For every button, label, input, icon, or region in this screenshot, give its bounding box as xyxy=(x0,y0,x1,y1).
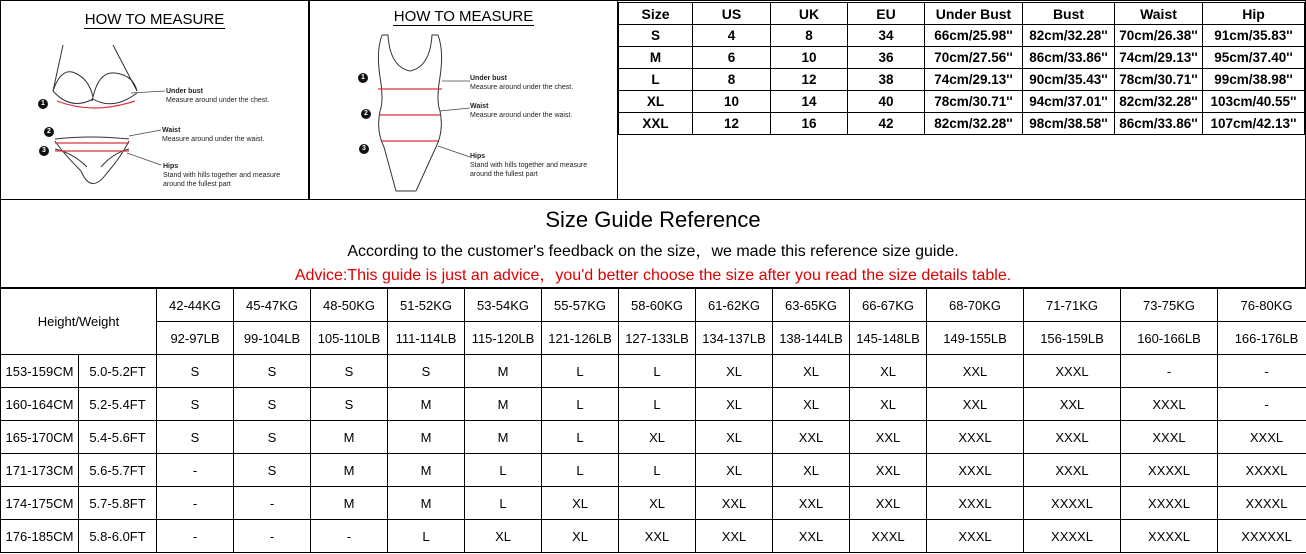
recommended-size-cell: S xyxy=(234,355,311,388)
recommended-size-cell: - xyxy=(157,454,234,487)
step-2-badge: 2 xyxy=(44,127,54,137)
recommended-size-cell: XXXXL xyxy=(1121,487,1218,520)
weight-lb-header: 138-144LB xyxy=(773,322,850,355)
size-table-cell: 82cm/32.28'' xyxy=(925,113,1023,135)
size-table-cell: 10 xyxy=(693,91,771,113)
recommended-size-cell: XL xyxy=(773,454,850,487)
size-table-cell: 86cm/33.86'' xyxy=(1115,113,1203,135)
recommended-size-cell: M xyxy=(388,421,465,454)
recommended-size-cell: - xyxy=(157,487,234,520)
size-header-uk: UK xyxy=(771,3,848,25)
size-table-cell: 4 xyxy=(693,25,771,47)
size-table-cell: 82cm/32.28'' xyxy=(1023,25,1115,47)
weight-lb-header: 111-114LB xyxy=(388,322,465,355)
size-chart-table xyxy=(618,2,1305,135)
recommended-size-cell: S xyxy=(157,388,234,421)
recommended-size-cell: XXL xyxy=(773,421,850,454)
size-table-cell: 8 xyxy=(693,69,771,91)
recommended-size-cell: - xyxy=(1218,355,1306,388)
weight-lb-header: 121-126LB xyxy=(542,322,619,355)
weight-lb-header: 92-97LB xyxy=(157,322,234,355)
recommended-size-cell: S xyxy=(234,454,311,487)
recommended-size-cell: M xyxy=(465,388,542,421)
size-table-row xyxy=(619,113,1305,135)
height-ft-cell: 5.4-5.6FT xyxy=(79,421,157,454)
swimsuit-measure-guide xyxy=(309,0,618,200)
size-header-waist: Waist xyxy=(1115,3,1203,25)
recommended-size-cell: XXXXL xyxy=(1024,520,1121,553)
recommended-size-cell: S xyxy=(234,388,311,421)
recommended-size-cell: M xyxy=(388,487,465,520)
size-table-cell: 40 xyxy=(848,91,925,113)
recommended-size-cell: XXXL xyxy=(927,421,1024,454)
recommended-size-cell: XXL xyxy=(850,421,927,454)
size-table-cell: 14 xyxy=(771,91,848,113)
step-3-badge: 3 xyxy=(39,146,49,156)
weight-kg-header: 53-54KG xyxy=(465,289,542,322)
recommended-size-cell: XL xyxy=(773,388,850,421)
measure-guide-title: HOW TO MEASURE xyxy=(84,11,225,28)
recommended-size-cell: XXXL xyxy=(1024,421,1121,454)
weight-lb-header: 134-137LB xyxy=(696,322,773,355)
height-cm-cell: 165-170CM xyxy=(1,421,79,454)
step-2-badge: 2 xyxy=(361,109,371,119)
step-3-badge: 3 xyxy=(359,144,369,154)
weight-kg-header: 71-71KG xyxy=(1024,289,1121,322)
recommended-size-cell: L xyxy=(542,355,619,388)
size-header-us: US xyxy=(693,3,771,25)
recommended-size-cell: M xyxy=(465,355,542,388)
recommended-size-cell: XXL xyxy=(850,487,927,520)
recommended-size-cell: L xyxy=(465,487,542,520)
recommended-size-cell: XL xyxy=(465,520,542,553)
height-cm-cell: 153-159CM xyxy=(1,355,79,388)
recommended-size-cell: - xyxy=(157,520,234,553)
weight-lb-header: 127-133LB xyxy=(619,322,696,355)
size-table-row xyxy=(619,91,1305,113)
height-row xyxy=(1,388,1306,421)
size-table-cell: 12 xyxy=(771,69,848,91)
size-table-cell: 95cm/37.40'' xyxy=(1203,47,1305,69)
recommended-size-cell: XXL xyxy=(619,520,696,553)
recommended-size-cell: XL xyxy=(696,355,773,388)
recommended-size-cell: XXXL xyxy=(1024,454,1121,487)
size-table-cell: 98cm/38.58'' xyxy=(1023,113,1115,135)
recommended-size-cell: L xyxy=(388,520,465,553)
recommended-size-cell: XXL xyxy=(773,520,850,553)
weight-kg-header: 76-80KG xyxy=(1218,289,1306,322)
recommended-size-cell: - xyxy=(234,520,311,553)
recommended-size-cell: XXL xyxy=(927,355,1024,388)
recommended-size-cell: L xyxy=(542,454,619,487)
recommended-size-cell: XL xyxy=(696,421,773,454)
size-table-cell: 34 xyxy=(848,25,925,47)
recommended-size-cell: XXXL xyxy=(927,454,1024,487)
hips-annotation: Hips Stand with hills together and measure around the fullest part xyxy=(470,153,588,178)
recommended-size-cell: XXXXL xyxy=(1121,454,1218,487)
recommended-size-cell: - xyxy=(234,487,311,520)
recommended-size-cell: XXXXXL xyxy=(1218,520,1306,553)
recommended-size-cell: M xyxy=(388,454,465,487)
recommended-size-cell: L xyxy=(619,355,696,388)
size-header-size: Size xyxy=(619,3,693,25)
recommended-size-cell: L xyxy=(619,454,696,487)
size-header-under-bust: Under Bust xyxy=(925,3,1023,25)
recommended-size-cell: XXXL xyxy=(927,520,1024,553)
recommended-size-cell: XL xyxy=(696,454,773,487)
weight-lb-header: 166-176LB xyxy=(1218,322,1306,355)
recommended-size-cell: XXXL xyxy=(1121,388,1218,421)
recommended-size-cell: XL xyxy=(542,520,619,553)
size-table-row xyxy=(619,47,1305,69)
bikini-measure-guide xyxy=(0,0,309,200)
size-table-cell: 103cm/40.55'' xyxy=(1203,91,1305,113)
weight-kg-header: 61-62KG xyxy=(696,289,773,322)
size-table-cell: 42 xyxy=(848,113,925,135)
size-table-cell: 8 xyxy=(771,25,848,47)
size-table-cell: 70cm/26.38'' xyxy=(1115,25,1203,47)
height-cm-cell: 174-175CM xyxy=(1,487,79,520)
size-table-cell: 86cm/33.86'' xyxy=(1023,47,1115,69)
size-table-cell: 70cm/27.56'' xyxy=(925,47,1023,69)
size-table-cell: 6 xyxy=(693,47,771,69)
recommended-size-cell: XXXL xyxy=(1024,355,1121,388)
recommended-size-cell: S xyxy=(157,355,234,388)
size-table-cell: M xyxy=(619,47,693,69)
weight-kg-row xyxy=(1,289,1306,322)
recommended-size-cell: S xyxy=(388,355,465,388)
height-cm-cell: 171-173CM xyxy=(1,454,79,487)
recommended-size-cell: - xyxy=(1121,355,1218,388)
weight-lb-header: 145-148LB xyxy=(850,322,927,355)
height-ft-cell: 5.8-6.0FT xyxy=(79,520,157,553)
size-header-hip: Hip xyxy=(1203,3,1305,25)
height-row xyxy=(1,421,1306,454)
weight-lb-header: 105-110LB xyxy=(311,322,388,355)
under-bust-annotation: Under bust Measure around under the chest. xyxy=(166,88,270,104)
weight-kg-header: 51-52KG xyxy=(388,289,465,322)
recommended-size-cell: XXXXL xyxy=(1218,487,1306,520)
size-table-cell: 78cm/30.71'' xyxy=(925,91,1023,113)
recommended-size-cell: XL xyxy=(850,388,927,421)
weight-kg-header: 68-70KG xyxy=(927,289,1024,322)
weight-lb-header: 160-166LB xyxy=(1121,322,1218,355)
weight-lb-row xyxy=(1,322,1306,355)
size-table-cell: 12 xyxy=(693,113,771,135)
recommended-size-cell: M xyxy=(465,421,542,454)
size-table-cell: XXL xyxy=(619,113,693,135)
recommended-size-cell: L xyxy=(619,388,696,421)
height-weight-reference-table xyxy=(0,288,1306,553)
size-table-cell: 94cm/37.01'' xyxy=(1023,91,1115,113)
size-table-cell: S xyxy=(619,25,693,47)
height-cm-cell: 176-185CM xyxy=(1,520,79,553)
recommended-size-cell: XXXXL xyxy=(1218,454,1306,487)
height-row xyxy=(1,454,1306,487)
waist-annotation: Waist Measure around under the waist. xyxy=(162,127,265,143)
size-table-cell: 74cm/29.13'' xyxy=(925,69,1023,91)
weight-kg-header: 42-44KG xyxy=(157,289,234,322)
recommended-size-cell: M xyxy=(311,421,388,454)
size-table-cell: 10 xyxy=(771,47,848,69)
recommended-size-cell: XL xyxy=(619,487,696,520)
weight-lb-header: 156-159LB xyxy=(1024,322,1121,355)
height-ft-cell: 5.7-5.8FT xyxy=(79,487,157,520)
size-table-cell: 74cm/29.13'' xyxy=(1115,47,1203,69)
size-table-cell: 99cm/38.98'' xyxy=(1203,69,1305,91)
height-cm-cell: 160-164CM xyxy=(1,388,79,421)
height-row xyxy=(1,487,1306,520)
recommended-size-cell: XXL xyxy=(696,487,773,520)
recommended-size-cell: XXL xyxy=(1024,388,1121,421)
size-table-cell: 107cm/42.13'' xyxy=(1203,113,1305,135)
height-weight-corner-label: Height/Weight xyxy=(1,289,157,355)
recommended-size-cell: L xyxy=(542,421,619,454)
recommended-size-cell: XXXL xyxy=(850,520,927,553)
recommended-size-cell: XXXXL xyxy=(1024,487,1121,520)
size-table-cell: XL xyxy=(619,91,693,113)
size-table-row xyxy=(619,69,1305,91)
recommended-size-cell: L xyxy=(542,388,619,421)
recommended-size-cell: M xyxy=(311,454,388,487)
size-table-cell: 16 xyxy=(771,113,848,135)
measure-guide-title: HOW TO MEASURE xyxy=(393,8,534,25)
recommended-size-cell: S xyxy=(157,421,234,454)
recommended-size-cell: S xyxy=(311,355,388,388)
height-row xyxy=(1,520,1306,553)
recommended-size-cell: S xyxy=(234,421,311,454)
size-guide-advice: Advice:This guide is just an advice，you'd better choose the size after you read the size details table. xyxy=(294,267,1012,284)
recommended-size-cell: S xyxy=(311,388,388,421)
weight-kg-header: 73-75KG xyxy=(1121,289,1218,322)
size-guide-title: Size Guide Reference xyxy=(545,207,761,232)
height-ft-cell: 5.0-5.2FT xyxy=(79,355,157,388)
recommended-size-cell: - xyxy=(311,520,388,553)
waist-annotation: Waist Measure around under the waist. xyxy=(470,103,573,119)
size-table-cell: 38 xyxy=(848,69,925,91)
size-table-cell: 91cm/35.83'' xyxy=(1203,25,1305,47)
recommended-size-cell: XXL xyxy=(927,388,1024,421)
recommended-size-cell: XL xyxy=(773,355,850,388)
recommended-size-cell: M xyxy=(388,388,465,421)
height-ft-cell: 5.2-5.4FT xyxy=(79,388,157,421)
size-guide-subtitle: According to the customer's feedback on the size，we made this reference size guide. xyxy=(347,243,959,260)
weight-kg-header: 66-67KG xyxy=(850,289,927,322)
weight-lb-header: 115-120LB xyxy=(465,322,542,355)
recommended-size-cell: - xyxy=(1218,388,1306,421)
size-table-cell: L xyxy=(619,69,693,91)
size-table-header-row xyxy=(619,3,1305,25)
size-header-eu: EU xyxy=(848,3,925,25)
size-table-cell: 36 xyxy=(848,47,925,69)
recommended-size-cell: XXXL xyxy=(1121,421,1218,454)
weight-kg-header: 58-60KG xyxy=(619,289,696,322)
recommended-size-cell: XL xyxy=(619,421,696,454)
weight-kg-header: 48-50KG xyxy=(311,289,388,322)
recommended-size-cell: XL xyxy=(542,487,619,520)
recommended-size-cell: XXL xyxy=(696,520,773,553)
recommended-size-cell: XL xyxy=(696,388,773,421)
weight-kg-header: 55-57KG xyxy=(542,289,619,322)
size-table-cell: 78cm/30.71'' xyxy=(1115,69,1203,91)
hips-annotation: Hips Stand with hills together and measure around the fullest part xyxy=(163,163,281,188)
recommended-size-cell: XXXL xyxy=(1218,421,1306,454)
step-1-badge: 1 xyxy=(38,99,48,109)
weight-lb-header: 149-155LB xyxy=(927,322,1024,355)
height-ft-cell: 5.6-5.7FT xyxy=(79,454,157,487)
recommended-size-cell: XXXXL xyxy=(1121,520,1218,553)
weight-lb-header: 99-104LB xyxy=(234,322,311,355)
recommended-size-cell: XXL xyxy=(850,454,927,487)
recommended-size-cell: XL xyxy=(850,355,927,388)
height-row xyxy=(1,355,1306,388)
recommended-size-cell: XXXL xyxy=(927,487,1024,520)
weight-kg-header: 45-47KG xyxy=(234,289,311,322)
recommended-size-cell: M xyxy=(311,487,388,520)
size-table-cell: 82cm/32.28'' xyxy=(1115,91,1203,113)
size-table-cell: 66cm/25.98'' xyxy=(925,25,1023,47)
size-header-bust: Bust xyxy=(1023,3,1115,25)
size-table-cell: 90cm/35.43'' xyxy=(1023,69,1115,91)
recommended-size-cell: L xyxy=(465,454,542,487)
recommended-size-cell: XXL xyxy=(773,487,850,520)
weight-kg-header: 63-65KG xyxy=(773,289,850,322)
step-1-badge: 1 xyxy=(358,73,368,83)
under-bust-annotation: Under bust Measure around under the chest. xyxy=(470,75,574,91)
size-table-row xyxy=(619,25,1305,47)
